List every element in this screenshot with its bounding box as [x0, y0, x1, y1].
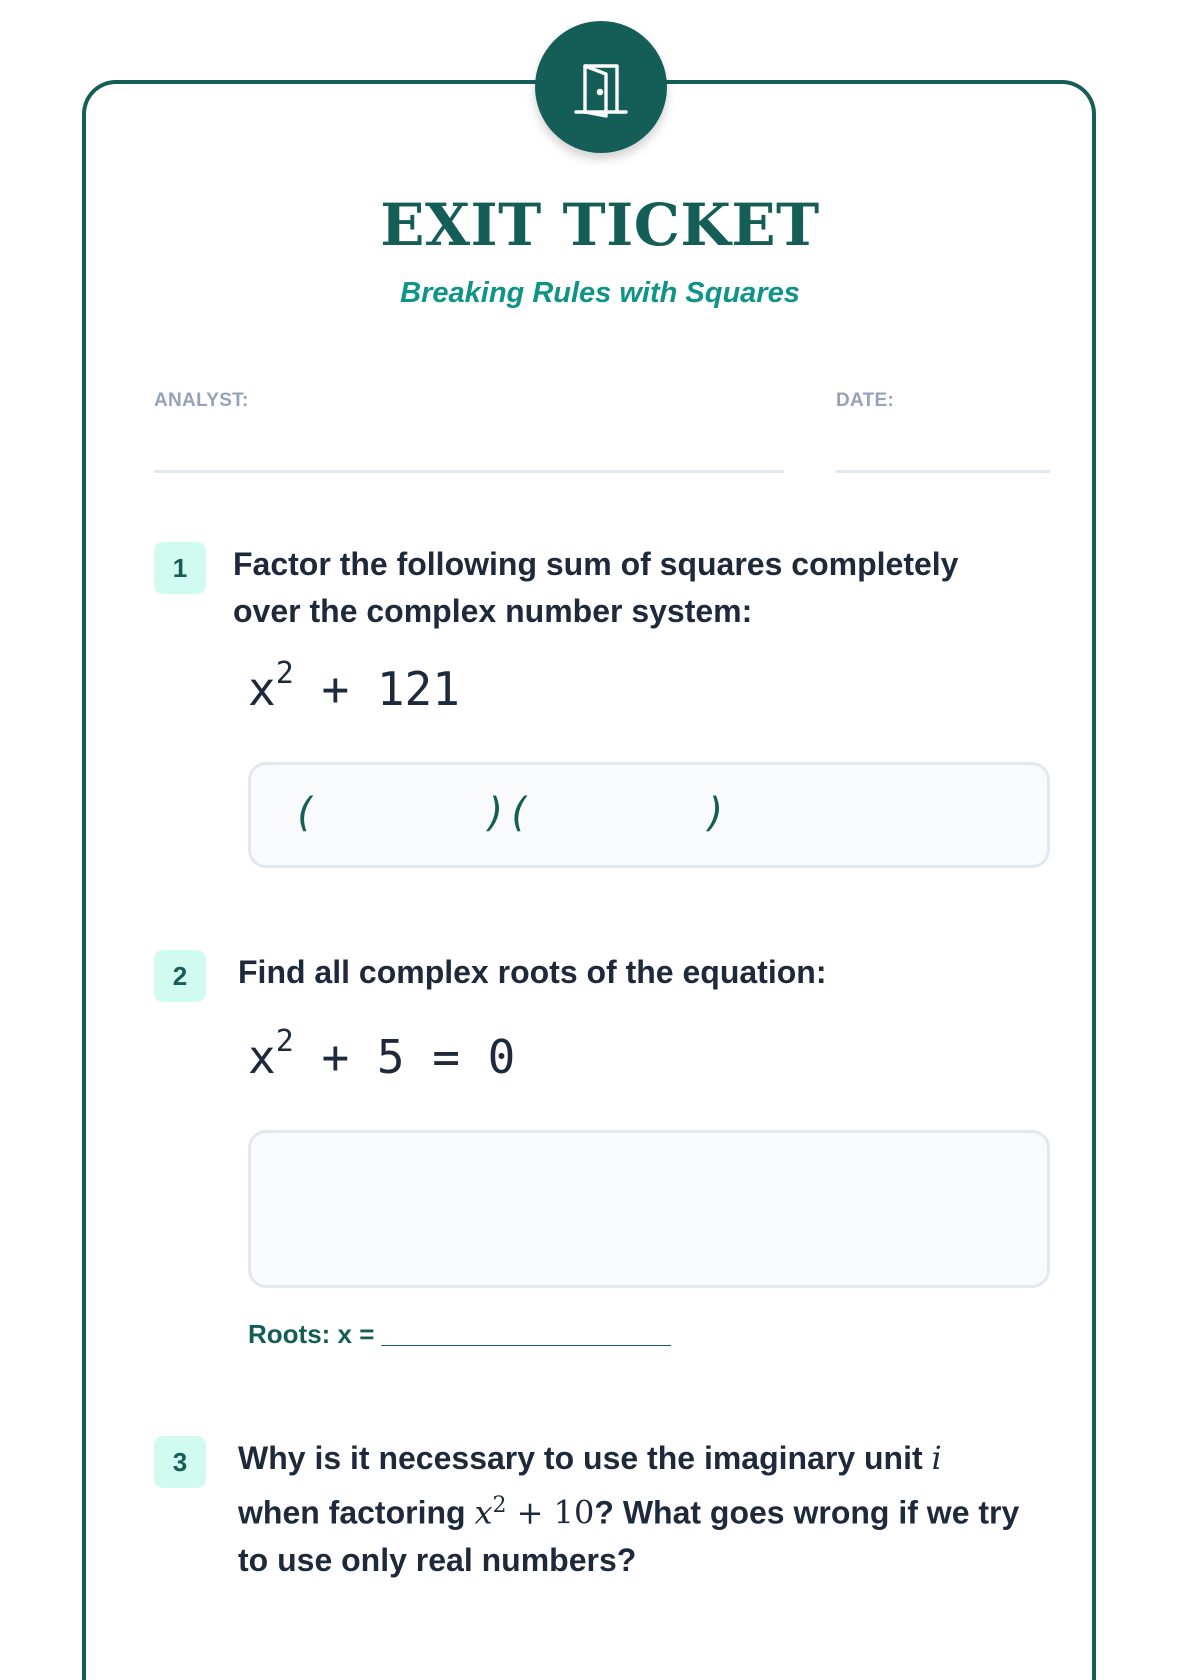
- door-icon: [570, 56, 632, 118]
- answer-paren-open: (: [293, 790, 318, 836]
- question-number-2: 2: [154, 950, 206, 1002]
- math-var: x: [474, 1493, 493, 1532]
- answer-paren-close: ): [703, 790, 728, 836]
- imaginary-unit: i: [931, 1439, 942, 1477]
- answer-paren-middle: )(: [483, 790, 532, 836]
- question-number-3: 3: [154, 1436, 206, 1488]
- question-expression-1: $x^2 + 121$: [248, 656, 460, 716]
- math-rest: + 10: [506, 1493, 595, 1532]
- header-badge: [535, 21, 667, 153]
- analyst-input-line[interactable]: [154, 470, 784, 473]
- question-text-1: Factor the following sum of squares completely over the complex number system:: [233, 546, 959, 629]
- roots-answer-line[interactable]: Roots: x = ____________________: [248, 1319, 671, 1349]
- question-text-2: Find all complex roots of the equation:: [238, 954, 827, 990]
- math-exp: 2: [492, 1493, 507, 1518]
- question-expression-2: $x^2 + 5 = 0$: [248, 1024, 516, 1084]
- date-label: DATE:: [836, 390, 895, 411]
- question-number-1: 1: [154, 542, 206, 594]
- date-input-line[interactable]: [836, 470, 1050, 473]
- page-subtitle: Breaking Rules with Squares: [400, 277, 800, 309]
- analyst-label: ANALYST:: [154, 390, 249, 411]
- answer-box-2[interactable]: [248, 1130, 1050, 1288]
- answer-box-1[interactable]: [248, 762, 1050, 868]
- page-title: EXIT TICKET: [380, 191, 820, 259]
- question-text-3: Why is it necessary to use the imaginary unit i when factoring $x^2 + 10$? What goes wrong if we try to use only real numbers?: [238, 1439, 1020, 1578]
